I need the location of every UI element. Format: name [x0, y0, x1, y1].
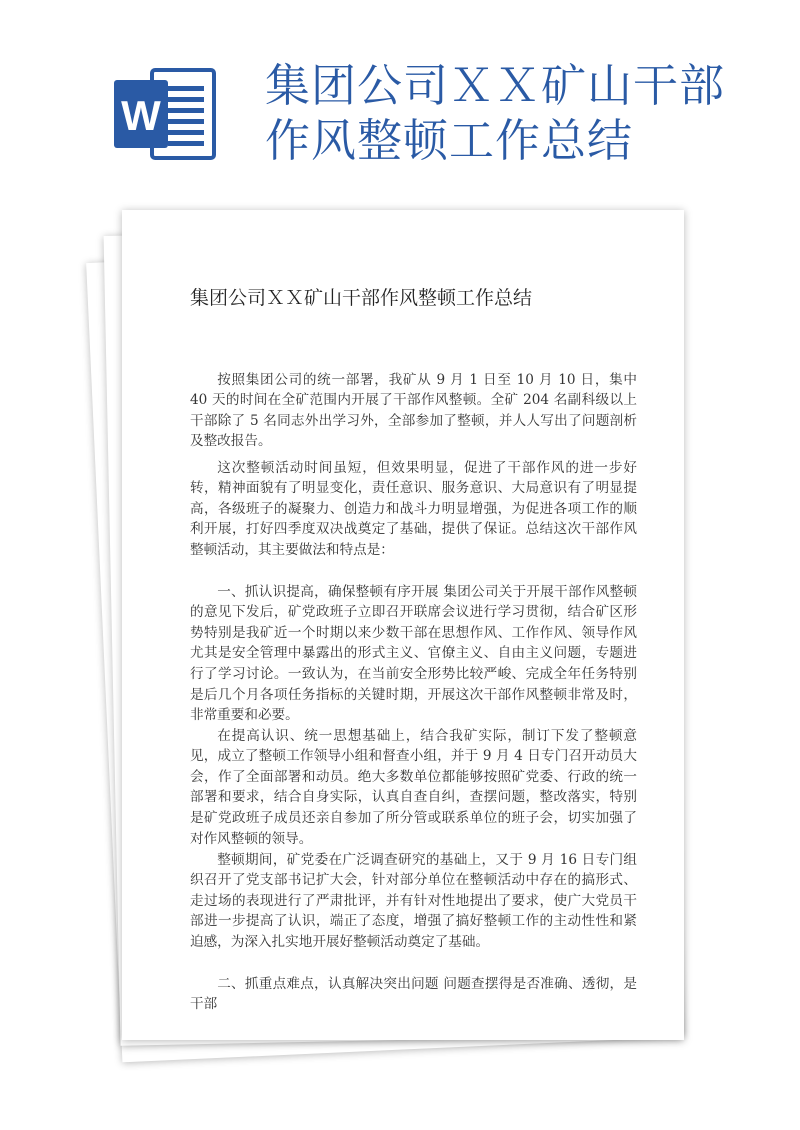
page-title	[265, 58, 785, 168]
word-icon-letter: W	[121, 92, 161, 139]
title-line-1: 集团公司ＸＸ矿山干部	[265, 59, 726, 112]
paragraph: 在提高认识、统一思想基础上，结合我矿实际，制订下发了整顿意见，成立了整顿工作领导小组和督查小组，并于 9 月 4 日专门召开动员大会，作了全面部署和动员。绝大多数单位都能够按照矿党委、行政的统一部署和要求，结合自身实际，认真自查自纠，查摆问题，整改落实，特别是矿党政班子成员还亲自参加了所分管或联系单位的班子会，切实加强了对作风整顿的领导。	[190, 727, 637, 847]
paragraph: 按照集团公司的统一部署，我矿从 9 月 1 日至 10 月 10 日，集中 40 天的时间在全矿范围内开展了干部作风整顿。全矿 204 名副科级以上干部除了 5 名同志外出学习外，全部参加了整顿，并人人写出了问题剖析及整改报告。	[190, 371, 637, 450]
paragraph: 这次整顿活动时间虽短，但效果明显，促进了干部作风的进一步好转，精神面貌有了明显变化，责任意识、服务意识、大局意识有了明显提高，各级班子的凝聚力、创造力和战斗力明显增强，为促进各项工作的顺利开展，打好四季度双决战奠定了基础，提供了保证。总结这次干部作风整顿活动，其主要做法和特点是：	[190, 459, 637, 558]
paragraph: 整顿期间，矿党委在广泛调查研究的基础上，又于 9 月 16 日专门组织召开了党支部书记扩大会，针对部分单位在整顿活动中存在的搞形式、走过场的表现进行了严肃批评，并有针对性地提出了要求，使广大党员干部进一步提高了认识，端正了态度，增强了搞好整顿工作的主动性性和紧迫感，为深入扎实地开展好整顿活动奠定了基础。	[190, 851, 637, 950]
title-line-2: 作风整顿工作总结	[265, 114, 634, 167]
paragraph: 二、抓重点难点，认真解决突出问题 问题查摆得是否准确、透彻，是干部	[190, 975, 637, 1013]
paragraph: 一、抓认识提高，确保整顿有序开展 集团公司关于开展干部作风整顿的意见下发后，矿党政班子立即召开联席会议进行学习贯彻，结合矿区形势特别是我矿近一个时期以来少数干部在思想作风、工作作风、领导作风尤其是安全管理中暴露出的形式主义、官僚主义、自由主义问题，专题进行了学习讨论。一致认为，在当前安全形势比较严峻、完成全年任务特别是后几个月各项任务指标的关键时期，开展这次干部作风整顿非常及时，非常重要和必要。	[190, 583, 637, 724]
word-document-icon	[112, 66, 218, 162]
document-title: 集团公司ＸＸ矿山干部作风整顿工作总结	[190, 287, 533, 309]
